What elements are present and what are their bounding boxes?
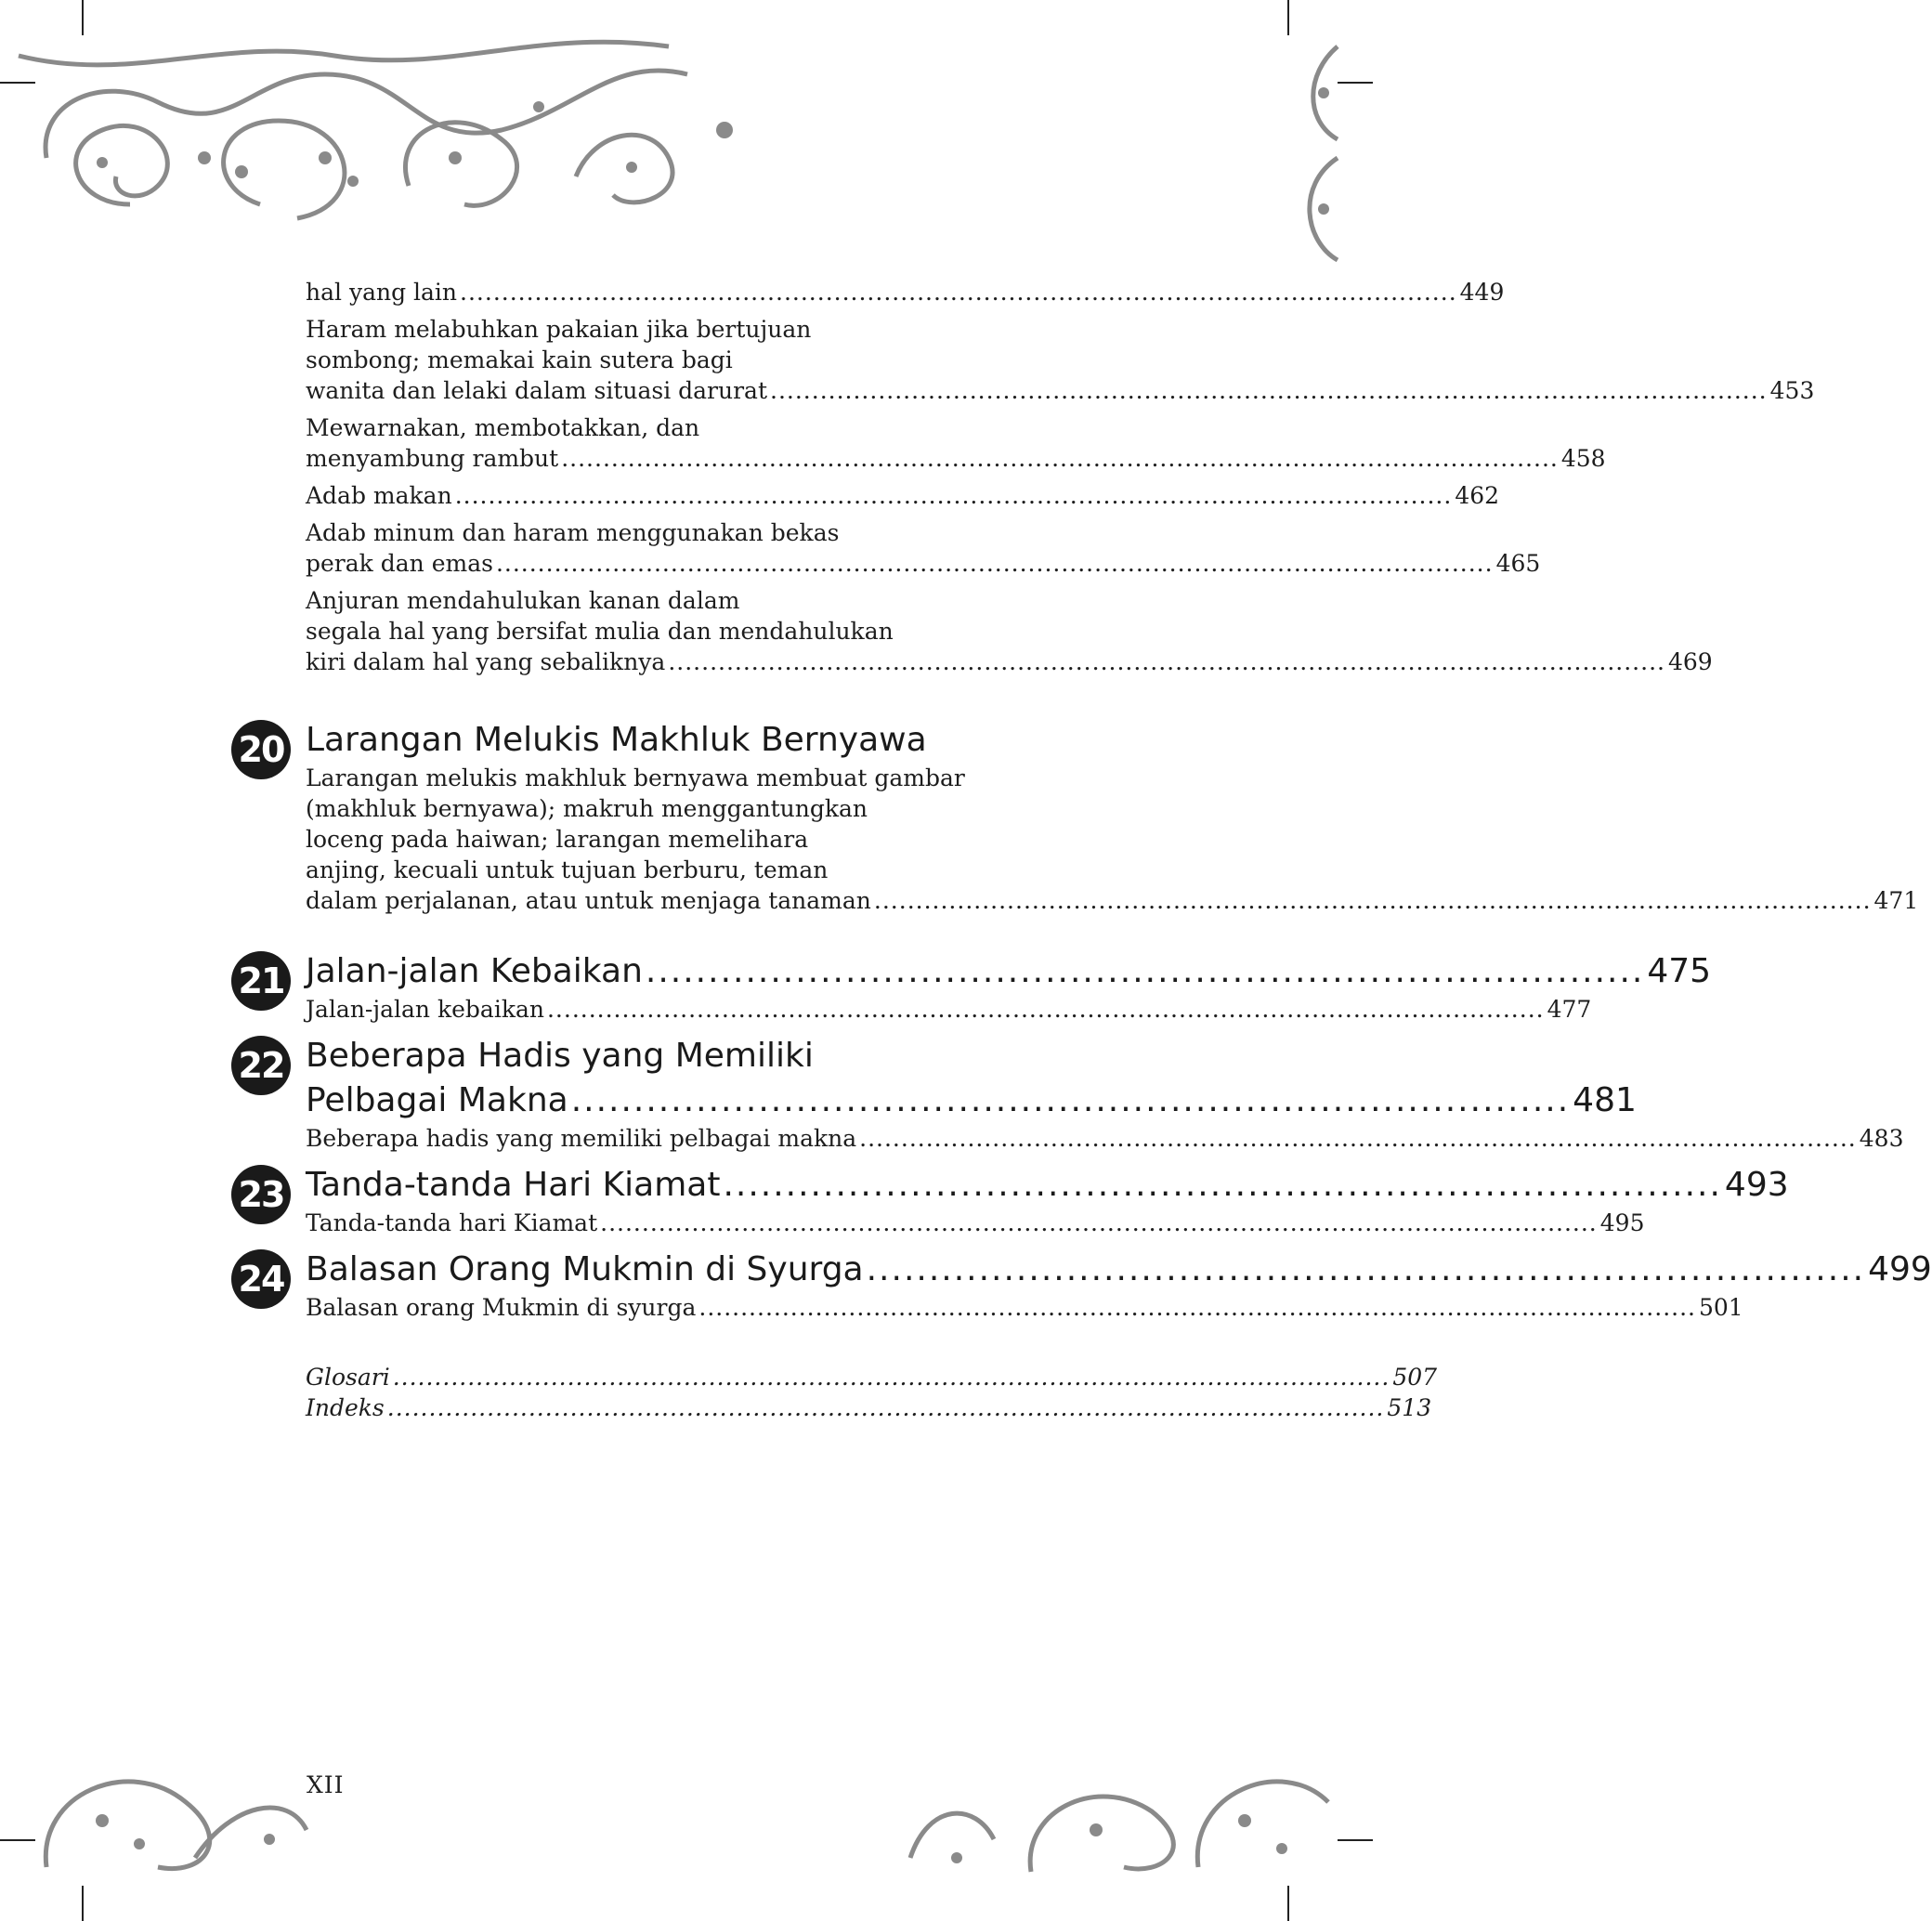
page-ref: 495 [1599, 1209, 1645, 1236]
chapter-21 [238, 949, 1712, 1025]
page-ref: 501 [1699, 1294, 1743, 1321]
entry-text: Glosari [306, 1364, 390, 1391]
crop-mark [1287, 0, 1289, 35]
entry-text: Adab makan [306, 482, 452, 509]
chapter-title[interactable] [306, 718, 946, 763]
page-ref: 507 [1392, 1364, 1438, 1391]
back-matter [306, 1362, 1438, 1423]
entry-text: Tanda-tanda hari Kiamat [306, 1209, 598, 1236]
toc-entry[interactable]: Adab minum dan haram menggunakan bekas perak dan emas ........................................................................................................................ 465 [306, 519, 1541, 577]
page-ref: 465 [1495, 550, 1541, 577]
chapter-page-ref: 493 [1724, 1166, 1789, 1204]
entry-text: (makhluk bernyawa); makruh menggantungkan [306, 795, 868, 822]
toc-entry[interactable]: Beberapa hadis yang memiliki pelbagai makna ........................................................................................................................ 483 [306, 1125, 1904, 1152]
table-of-contents [238, 277, 1932, 1423]
bottom-right-paisley-ornament [892, 1718, 1338, 1876]
chapter-title-text: Beberapa Hadis yang Memiliki [306, 1037, 814, 1075]
page-number: XII [307, 1771, 345, 1798]
entry-text: sombong; memakai kain sutera bagi [306, 346, 733, 373]
chapter-22 [238, 1034, 1904, 1154]
page-ref: 483 [1859, 1125, 1904, 1152]
entry-text: Larangan melukis makhluk bernyawa membuat gambar [306, 764, 965, 791]
bottom-left-paisley-ornament [28, 1718, 325, 1876]
chapter-title[interactable]: Balasan Orang Mukmin di Syurga ................................................................................ 499 [306, 1248, 946, 1292]
entry-text: Haram melabuhkan pakaian jika bertujuan [306, 316, 812, 343]
crop-mark [1338, 1839, 1373, 1841]
entry-text: anjing, kecuali untuk tujuan berburu, teman [306, 856, 829, 883]
chapter-number-badge: 21 [231, 951, 291, 1011]
crop-mark [82, 1886, 84, 1921]
chapter-title[interactable]: Beberapa Hadis yang Memiliki Pelbagai Makna ................................................................................ 481 [306, 1034, 946, 1123]
page-ref: 453 [1769, 377, 1815, 404]
chapter-page-ref: 499 [1868, 1250, 1932, 1288]
right-edge-ornament [1286, 37, 1342, 269]
chapter-title-text: Pelbagai Makna [306, 1081, 568, 1119]
toc-entry[interactable]: Larangan melukis makhluk bernyawa membuat gambar (makhluk bernyawa); makruh menggantungkan loceng pada haiwan; larangan memelihara anjing, kecuali untuk tujuan berburu, teman dalam perjalanan, atau untuk menjaga tanaman ........................................................................................................................ 471 [306, 764, 1919, 914]
toc-entry[interactable]: Adab makan ........................................................................................................................ 462 [306, 482, 1500, 509]
page-ref: 449 [1459, 279, 1505, 306]
toc-entry-indeks[interactable]: Indeks ........................................................................................................................ 513 [306, 1394, 1432, 1421]
entry-text: Balasan orang Mukmin di syurga [306, 1294, 697, 1321]
page-ref: 458 [1560, 445, 1606, 472]
toc-entry[interactable]: Anjuran mendahulukan kanan dalam segala hal yang bersifat mulia dan mendahulukan kiri dalam hal yang sebaliknya ........................................................................................................................ 469 [306, 587, 1713, 675]
entry-text: wanita dan lelaki dalam situasi darurat [306, 377, 768, 404]
page-ref: 469 [1667, 648, 1713, 675]
toc-entry[interactable]: hal yang lain ........................................................................................................................ 449 [306, 279, 1505, 306]
entry-text: Mewarnakan, membotakkan, dan [306, 414, 700, 441]
crop-mark [0, 82, 35, 84]
chapter-24 [238, 1248, 1932, 1323]
chapter-page-ref: 475 [1647, 952, 1712, 990]
chapter-number-badge: 22 [231, 1036, 291, 1095]
chapter-23 [238, 1163, 1789, 1238]
entry-text: perak dan emas [306, 550, 493, 577]
crop-mark [82, 0, 84, 35]
chapter-number-badge: 23 [231, 1165, 291, 1224]
entry-text: segala hal yang bersifat mulia dan mendahulukan [306, 618, 894, 645]
entry-text: Adab minum dan haram menggunakan bekas [306, 519, 840, 546]
toc-entry[interactable]: Tanda-tanda hari Kiamat ........................................................................................................................ 495 [306, 1209, 1645, 1236]
entry-text: kiri dalam hal yang sebaliknya [306, 648, 666, 675]
toc-entry[interactable]: Mewarnakan, membotakkan, dan menyambung rambut ........................................................................................................................ 458 [306, 414, 1606, 472]
entry-text: dalam perjalanan, atau untuk menjaga tanaman [306, 887, 871, 914]
crop-mark [1338, 82, 1373, 84]
entry-text: Anjuran mendahulukan kanan dalam [306, 587, 740, 614]
chapter-title-text: Jalan-jalan Kebaikan [306, 952, 643, 990]
chapter-title-text: Balasan Orang Mukmin di Syurga [306, 1250, 864, 1288]
toc-entry[interactable]: Haram melabuhkan pakaian jika bertujuan sombong; memakai kain sutera bagi wanita dan lelaki dalam situasi darurat ........................................................................................................................ 453 [306, 316, 1815, 404]
toc-continuation [306, 277, 1815, 677]
page-ref: 471 [1873, 887, 1919, 914]
crop-mark [0, 1839, 35, 1841]
page-ref: 477 [1547, 996, 1592, 1023]
entry-text: menyambung rambut [306, 445, 559, 472]
toc-entry-glosari[interactable]: Glosari ........................................................................................................................ 507 [306, 1364, 1438, 1391]
crop-mark [1287, 1886, 1289, 1921]
chapter-number-badge: 20 [231, 720, 291, 779]
entry-text: Jalan-jalan kebaikan [306, 996, 544, 1023]
entry-text: Beberapa hadis yang memiliki pelbagai makna [306, 1125, 857, 1152]
chapter-title[interactable]: Jalan-jalan Kebaikan ................................................................................ 475 [306, 949, 946, 994]
chapter-title-text: Larangan Melukis Makhluk Bernyawa [306, 721, 927, 759]
entry-text: loceng pada haiwan; larangan memelihara [306, 826, 809, 853]
chapter-title[interactable]: Tanda-tanda Hari Kiamat ................................................................................ 493 [306, 1163, 946, 1208]
toc-entry[interactable]: Balasan orang Mukmin di syurga ........................................................................................................................ 501 [306, 1294, 1743, 1321]
top-paisley-ornament [19, 19, 790, 232]
chapter-20 [238, 718, 1919, 916]
entry-text: Indeks [306, 1394, 385, 1421]
entry-text: hal yang lain [306, 279, 458, 306]
toc-entry[interactable]: Jalan-jalan kebaikan ........................................................................................................................ 477 [306, 996, 1592, 1023]
chapter-number-badge: 24 [231, 1249, 291, 1309]
page-ref: 462 [1455, 482, 1500, 509]
chapter-title-text: Tanda-tanda Hari Kiamat [306, 1166, 721, 1204]
page-ref: 513 [1387, 1394, 1432, 1421]
chapter-page-ref: 481 [1573, 1081, 1637, 1119]
